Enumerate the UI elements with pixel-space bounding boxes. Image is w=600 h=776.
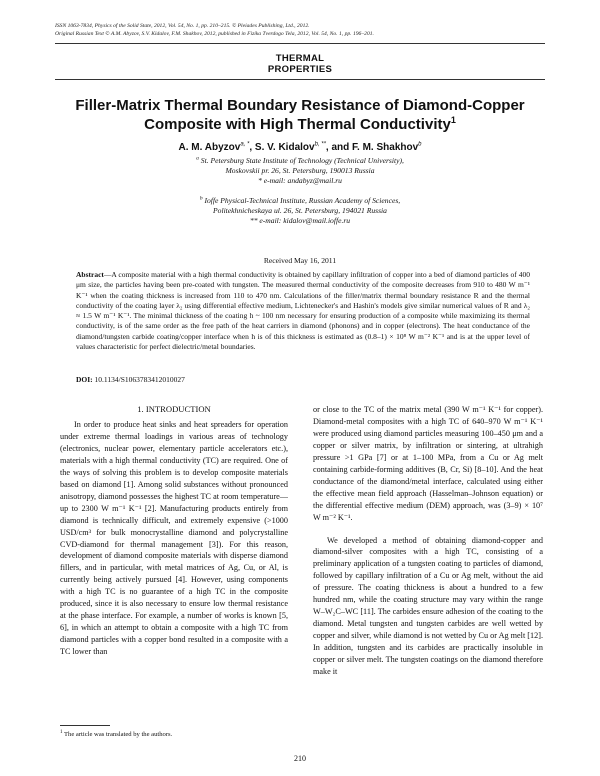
abstract-text: —A composite material with a high thermal conductivity is obtained by capillary infiltration of copper into a bed of diamond particles of 400 μm size, the particles having been pre-coated with tungsten. The measured thermal conductivity of the composite decreases from 910 to 480 W m⁻¹ K⁻¹ when the coating thickness is increased from 110 to 470 nm. Calculations of the filler/matrix thermal boundary resistance R and the thermal conductivity of the coating layer λ₂ using differential effective medium, Lichtenecker's and Hashin's models give similar numerical values of R and λ₂ ≈ 1.5 W m⁻¹ K⁻¹. The minimal thickness of the coating h ~ 100 nm necessary for ensuring production of a composite while maximizing its thermal conductivity, is of the same order as the free path of the heat carriers in diamond (phonons) and in copper (electrons). The heat conductance of the diamond/tungsten carbide coating/copper interface when h is of this thickness is estimated as (0.8–1) × 10⁸ W m⁻² K⁻¹ and is at the upper level of values characteristic for perfect dielectric/metal boundaries. [76, 270, 530, 352]
paragraph: or close to the TC of the matrix metal (390 W m⁻¹ K⁻¹ for copper). Diamond-metal composites with a high TC of 640–970 W m⁻¹ K⁻¹ were produced using diamond particles measuring 100–450 μm and a copper or silver matrix, by infiltration or sintering, at ultrahigh pressure >1 GPa [7] or at 1–100 MPa, from a Cu or Ag melt containing carbide-forming additives (B, Cr, Si) [8–10]. And the heat conductance of the diamond/metal interface, calculated using either the effective mean field approach (Hasselman–Johnson equation) or the differential effective medium (DEM) approach, was (3–9) × 10⁷ W m⁻² K⁻¹. [313, 405, 543, 522]
left-column [60, 419, 288, 658]
page-number: 210 [294, 754, 306, 763]
affiliation-b: $^b$ Ioffe Physical-Technical Institute, Russian Academy of Sciences, Politekhnicheskaya ul. 26, St. Petersburg, 194021 Russia ** e-mail: kidalov@mail.ioffe.ru [0, 196, 600, 226]
section-rule [55, 79, 545, 80]
received-date: Received May 16, 2011 [263, 256, 337, 265]
footnote-rule [60, 725, 110, 726]
section-label [0, 53, 600, 75]
title-line-1: Filler-Matrix Thermal Boundary Resistance of Diamond-Copper [75, 97, 525, 114]
header-line-1: ISSN 1063-7834, Physics of the Solid State, 2012, Vol. 54, No. 1, pp. 210–215. © Pleiades Publishing, Ltd., 2012. [55, 23, 310, 29]
paper-title [40, 96, 560, 134]
footnote: $^1$ The article was translated by the authors. [60, 729, 173, 738]
abstract [76, 270, 530, 352]
paragraph: In order to produce heat sinks and heat spreaders for operation under extreme thermal loadings in various areas of technology (electronics, nuclear power, elementary particle accelerators etc.), materials with a high thermal conductivity (TC) are required. One of the ways of solving this problem is to develop composite materials based on diamond [1]. Among solid substances without pronounced anisotropy, diamond possesses the highest TC at room temperature—up to 2300 W m⁻¹ K⁻¹ [2]. Manufacturing products entirely from diamond is technically difficult, and extremely expensive (>1000 USD/cm³ for bulk monocrystalline diamond and polycrystalline CVD-diamond for thermal management [3]). For this reason, development of diamond composite materials with disperse diamond fillers, and in particular, with metal matrices of Ag, Cu, or Al, is currently being actively pursued [4]. However, using components with a high TC is no guarantee of a high TC in the composite produced, since it is also necessary to ensure low thermal resistance at the phase interface. For example, a number of works is known [5, 6], in which an attempt to obtain a composite with a high TC from diamond particles with a copper bond resulted in a composite with a TC lower than [60, 420, 288, 657]
doi-link[interactable]: 10.1134/S1063783412010027 [94, 375, 185, 384]
journal-header [55, 22, 555, 38]
email-b[interactable]: ** e-mail: kidalov@mail.ioffe.ru [249, 216, 351, 225]
email-a[interactable]: * e-mail: andabyz@mail.ru [258, 176, 342, 185]
section-heading-introduction: 1. INTRODUCTION [137, 404, 211, 414]
author-3: F. M. Shakhov [352, 142, 419, 153]
affiliation-a: $^a$ St. Petersburg State Institute of Technology (Technical University), Moskovskii pr. 26, St. Petersburg, 190013 Russia * e-mail: andabyz@mail.ru [0, 156, 600, 186]
author-list: A. M. Abyzov$^{a, *}$, S. V. Kidalov$^{b, **}$, and F. M. Shakhov$^b$ [178, 141, 422, 153]
doi: DOI: 10.1134/S1063783412010027 [76, 375, 185, 384]
paragraph: We developed a method of obtaining diamond-copper and diamond-silver composites with a high TC, consisting of a preliminary application of a tungsten coating to particles of diamond, followed by capillary infiltration of a Cu or Ag melt, without the aid of pressure. The coating thickness is about a hundred to a few hundred nm, while the coating structure may vary within the range W–W₂C–WC [11]. The carbides ensure adhesion of the coating to the diamond. Metal tungsten and tungsten carbides are well wetted by copper and silver, while diamond is not wetted by Cu or Ag melt [12]. In addition, tungsten and its carbides are practically insoluble in copper or silver melt. The tungsten coatings on the diamond therefore make it [313, 535, 543, 677]
section-label-line-1: THERMAL [275, 53, 325, 64]
title-line-2: Composite with High Thermal Conductivity$^1$ [144, 115, 456, 133]
abstract-label: Abstract [76, 270, 104, 279]
right-column [313, 404, 543, 678]
title-footnote-mark: 1 [450, 115, 456, 125]
header-line-2: Original Russian Text © A.M. Abyzov, S.V. Kidalov, F.M. Shakhov, 2012, published in Fizika Tverdogo Tela, 2012, Vol. 54, No. 1, pp. 196–201. [55, 31, 374, 37]
author-2: S. V. Kidalov [254, 142, 315, 153]
section-label-line-2: PROPERTIES [267, 64, 333, 75]
header-rule [55, 43, 545, 44]
author-1: A. M. Abyzov [178, 142, 241, 153]
